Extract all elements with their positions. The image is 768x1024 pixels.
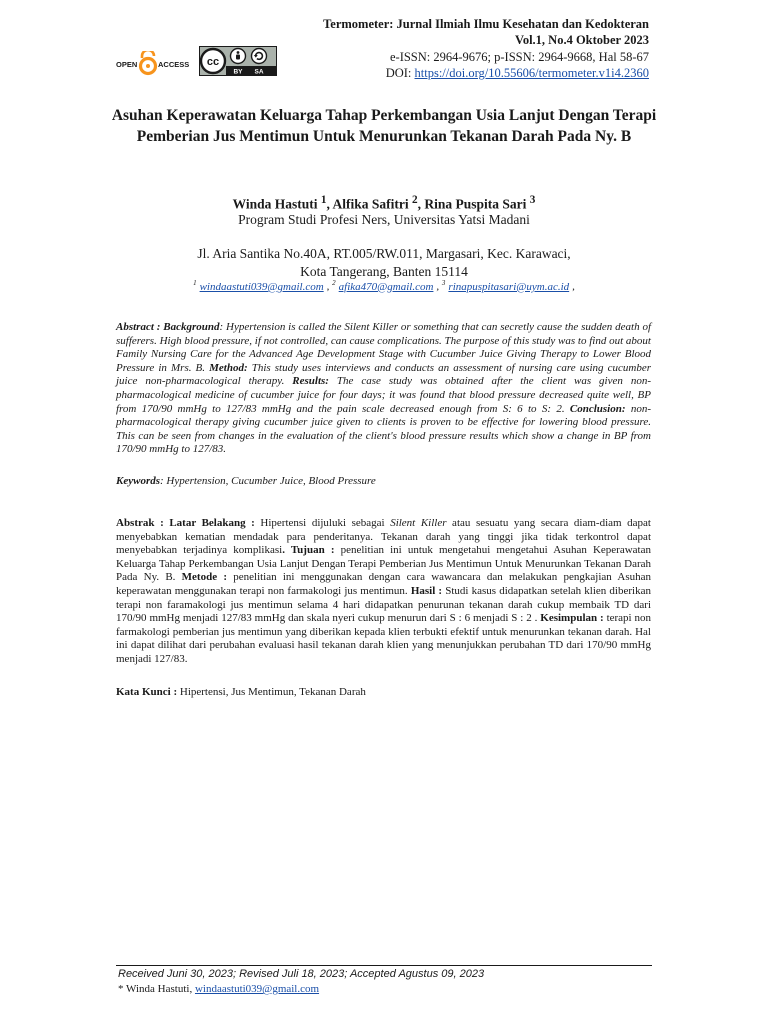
method-text: This study uses interviews and conducts an assessment of nursing care using cucumber juice non-pharmacological therapy. [116,361,652,388]
affiliation: Program Studi Profesi Ners, Universitas Yatsi Madani [238,212,530,227]
license-sa-text: SA [254,68,264,76]
sentence-period: . [282,544,285,557]
silent-killer-term: Silent Killer [390,517,447,529]
authors-line [100,194,668,213]
corresponding-author-name: * Winda Hastuti, [118,983,195,995]
corresponding-author-email[interactable]: windaastuti039@gmail.com [194,983,320,995]
author-superscript: 1 [320,194,327,206]
email-separator: , [326,280,330,293]
email-superscript: 1 [193,279,197,287]
open-access-logo [116,51,196,77]
abstract-label: Abstract : [116,321,164,333]
conclusion-text: non-pharmacological therapy giving cucumber juice given to clients is proven to be effective for lowering blood pressure. This can be seen from changes in the evaluation of the client's blood pressure results which show a change in BP from 170/90 mmHg to 127/83. [116,402,652,456]
abstrak-label: Abstrak : Latar Belakang : [116,517,255,529]
author-superscript: 2 [412,194,418,206]
author-superscript: 3 [529,194,536,206]
background-text: : Hypertension is called the Silent Killer or something that can secretly cause the sudden death of sufferers. High blood pressure, if not controlled, can cause complications. The purpose of this study was to find out about Family Nursing Care for the Advanced Age Development Stage with Cucumber Juice Giving Therapy to Lower Blood Pressure in Mrs. B. [116,321,651,374]
journal-issn: e-ISSN: 2964-9676; p-ISSN: 2964-9668, Hal 58-67 [389,49,649,64]
author-name: Alfika Safitri [332,196,412,212]
open-access-word-2: ACCESS [158,60,190,69]
kesimpulan-text: terapi non farmakologi pemberian jus mentimun yang diberikan kepada klien terbukti efektif untuk menurunkan tekanan darah. Hal ini dapat dilihat dari perubahan evaluasi hasil tekanan darah klien yang menunjukkan perubahan TD dari 170/90 mmHg menjadi 127/83. [116,612,652,665]
metode-label: Metode : [181,571,228,584]
journal-name: Termometer: Jurnal Ilmiah Ilmu Kesehatan dan Kedokteran [323,17,649,31]
keywords-indonesian [116,686,366,698]
open-access-word-1: OPEN [116,60,138,69]
kata-kunci-text: Hipertensi, Jus Mentimun, Tekanan Darah [177,686,366,698]
author-name: Rina Puspita Sari [424,196,530,212]
address [100,245,668,281]
doi-label: DOI: [385,65,415,80]
email-link[interactable]: windaastuti039@gmail.com [199,280,324,293]
author-emails [100,279,668,293]
open-lock-icon [141,51,156,74]
latar-belakang-text-cont: atau sesuatu yang secara diam-diam dapat menyebabkan kematian mendadak para penderitanya. Tekanan darah yang tinggi jika tidak terkontrol dapat menyebabkan terjadinya komplikasi [116,517,651,557]
svg-text:cc: cc [206,56,220,69]
abstract-indonesian [116,517,651,667]
keywords-text: : Hypertension, Cucumber Juice, Blood Pressure [160,475,376,487]
latar-belakang-text: Hipertensi dijuluki sebagai [254,517,391,529]
keywords-label: Keywords [116,475,160,487]
hasil-text: Studi kasus didapatkan setelah klien diberikan terapi non faramakologi jus mentimun selama 4 hari didapatkan penurunan tekanan darah cukup membaik TD dari 170/90 mmHg menjadi 127/83 mmHg dan skala nyeri cukup menurun dari S : 6 menjadi S : 2 . [116,584,651,625]
email-separator: , [572,280,575,293]
abstract-english [116,321,651,457]
doi-link[interactable]: https://doi.org/10.55606/termometer.v1i4.2360 [414,65,649,80]
email-link[interactable]: afika470@gmail.com [338,280,434,293]
received-dates: Received Juni 30, 2023; Revised Juli 18, 2023; Accepted Agustus 09, 2023 [118,968,485,980]
kata-kunci-label: Kata Kunci : [116,686,178,698]
background-label: Background [163,321,220,333]
email-link[interactable]: rinapuspitasari@uym.ac.id [448,280,570,293]
journal-volume: Vol.1, No.4 Oktober 2023 [514,33,649,48]
share-alike-icon [252,49,267,64]
article-title: Asuhan Keperawatan Keluarga Tahap Perkembangan Usia Lanjut Dengan Terapi Pemberian Jus Mentimun Untuk Menurunkan Tekanan Darah Pada Ny. B [111,107,657,145]
author-separator: , [326,196,333,212]
cc-by-sa-license-badge[interactable] [199,46,277,76]
corresponding-author [118,983,319,995]
hasil-label: Hasil : [410,584,443,597]
footer-divider [116,965,652,966]
journal-header [323,16,649,81]
email-separator: , [436,280,440,293]
author-name: Winda Hastuti [232,196,321,212]
cc-icon [201,49,225,73]
by-person-icon [231,49,246,64]
journal-doi [323,65,649,81]
results-label: Results: [292,375,329,388]
conclusion-label: Conclusion: [569,402,626,415]
license-by-text: BY [233,68,243,76]
email-superscript: 3 [441,279,446,287]
kesimpulan-label: Kesimpulan : [540,612,604,625]
method-label: Method: [209,361,248,374]
results-text: The case study was obtained after the client was given non-pharmacological medicine of cucumber juice for four days; it was found that blood pressure decreased quite well, BP from 170/90 mmHg to 127/83 mmHg and the pain scale decreased enough from S: 6 to S: 2. [116,375,651,415]
metode-text: penelitian ini menggunakan dengan cara wawancara dan melakukan pengkajian Asuhan keperawatan menggunakan terapi non farmakologi jus mentimun. [116,571,652,597]
keywords-english [116,475,376,487]
email-superscript: 2 [332,279,336,287]
tujuan-text: penelitian ini untuk mengetahui mengetahui Asuhan Keperawatan Keluarga Tahap Perkembangan Usia Lanjut Dengan Terapi Pemberian Jus Mentimun Untuk Menurunkan Tekanan Darah Pada Ny. B. [116,544,651,584]
author-separator: , [417,196,425,212]
address-line: Kota Tangerang, Banten 15114 [300,264,468,279]
address-line: Jl. Aria Santika No.40A, RT.005/RW.011, Margasari, Kec. Karawaci, [197,246,571,261]
tujuan-label: Tujuan : [284,544,335,557]
